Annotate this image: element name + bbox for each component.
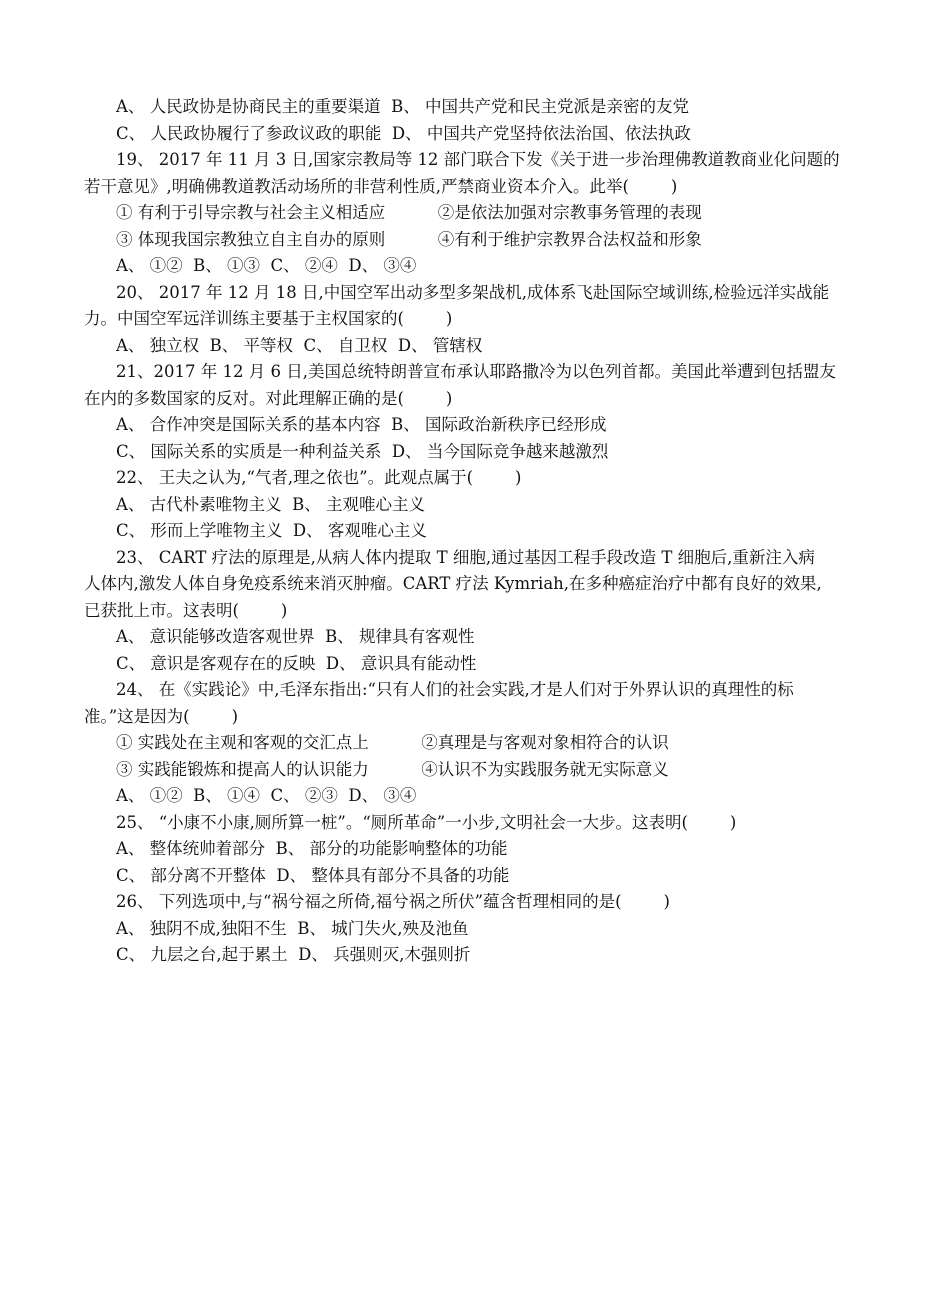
q18-option-line-cd: C、 人民政协履行了参政议政的职能 D、 中国共产党坚持依法治国、依法执政 — [116, 123, 691, 143]
q21-option-line-ab: A、 合作冲突是国际关系的基本内容 B、 国际政治新秩序已经形成 — [116, 415, 607, 434]
q24-statement-line-2: ③ 实践能锻炼和提高人的认识能力 ④认识不为实践服务就无实际意义 — [116, 759, 669, 779]
q23-option-line-cd: C、 意识是客观存在的反映 D、 意识具有能动性 — [116, 653, 477, 673]
q24-statement-line-1: ① 实践处在主观和客观的交汇点上 ②真理是与客观对象相符合的认识 — [116, 733, 669, 752]
q19-statement-line-1: ① 有利于引导宗教与社会主义相适应 ②是依法加强对宗教事务管理的表现 — [116, 203, 702, 222]
q26-option-line-ab: A、 独阴不成,独阳不生 B、 城门失火,殃及池鱼 — [116, 918, 469, 938]
q20-stem-line-2: 力。中国空军远洋训练主要基于主权国家的( ) — [84, 309, 453, 328]
q24-options: A、 ①② B、 ①④ C、 ②③ D、 ③④ — [116, 786, 417, 805]
q21-stem-line-2: 在内的多数国家的反对。对此理解正确的是( ) — [84, 388, 453, 408]
q19-stem-line-1: 19、 2017 年 11 月 3 日,国家宗教局等 12 部门联合下发《关于进一步治理佛教道教商业化问题的 — [116, 150, 840, 169]
q22-option-line-cd: C、 形而上学唯物主义 D、 客观唯心主义 — [116, 521, 427, 540]
q19-options: A、 ①② B、 ①③ C、 ②④ D、 ③④ — [116, 256, 417, 275]
q23-stem-line-1: 23、 CART 疗法的原理是,从病人体内提取 T 细胞,通过基因工程手段改造 T 细胞后,重新注入病 — [116, 547, 815, 567]
q23-option-line-ab: A、 意识能够改造客观世界 B、 规律具有客观性 — [116, 627, 475, 646]
q18-option-line-ab: A、 人民政协是协商民主的重要渠道 B、 中国共产党和民主党派是亲密的友党 — [116, 97, 690, 116]
q26-option-line-cd: C、 九层之台,起于累土 D、 兵强则灭,木强则折 — [116, 945, 471, 964]
q22-option-line-ab: A、 古代朴素唯物主义 B、 主观唯心主义 — [116, 494, 426, 514]
question-content — [84, 94, 868, 969]
q21-option-line-cd: C、 国际关系的实质是一种利益关系 D、 当今国际竞争越来越激烈 — [116, 441, 609, 461]
q21-stem-line-1: 21、2017 年 12 月 6 日,美国总统特朗普宣布承认耶路撒冷为以色列首都。美国此举遭到包括盟友 — [116, 362, 836, 381]
q19-stem-line-2: 若干意见》,明确佛教道教活动场所的非营利性质,严禁商业资本介入。此举( ) — [84, 176, 678, 196]
q23-stem-line-3: 已获批上市。这表明( ) — [84, 600, 288, 620]
q25-option-line-ab: A、 整体统帅着部分 B、 部分的功能影响整体的功能 — [116, 839, 508, 858]
q24-stem-line-1: 24、 在《实践论》中,毛泽东指出:“只有人们的社会实践,才是人们对于外界认识的真理性的标 — [116, 680, 794, 699]
q25-stem: 25、 “小康不小康,厕所算一桩”。“厕所革命”一小步,文明社会一大步。这表明( ) — [116, 812, 737, 832]
q20-options: A、 独立权 B、 平等权 C、 自卫权 D、 管辖权 — [116, 335, 483, 355]
q23-stem-line-2: 人体内,激发人体自身免疫系统来消灭肿瘤。CART 疗法 Kymriah,在多种癌症治疗中都有良好的效果, — [84, 574, 822, 593]
q26-stem: 26、 下列选项中,与“祸兮福之所倚,福兮祸之所伏”蕴含哲理相同的是( ) — [116, 892, 670, 911]
q25-option-line-cd: C、 部分离不开整体 D、 整体具有部分不具备的功能 — [116, 865, 510, 885]
q24-stem-line-2: 准。”这是因为( ) — [84, 706, 239, 726]
q20-stem-line-1: 20、 2017 年 12 月 18 日,中国空军出动多型多架战机,成体系飞赴国际空域训练,检验远洋实战能 — [116, 282, 830, 302]
q22-stem: 22、 王夫之认为,“气者,理之依也”。此观点属于( ) — [116, 468, 522, 487]
q19-statement-line-2: ③ 体现我国宗教独立自主自办的原则 ④有利于维护宗教界合法权益和形象 — [116, 229, 702, 249]
